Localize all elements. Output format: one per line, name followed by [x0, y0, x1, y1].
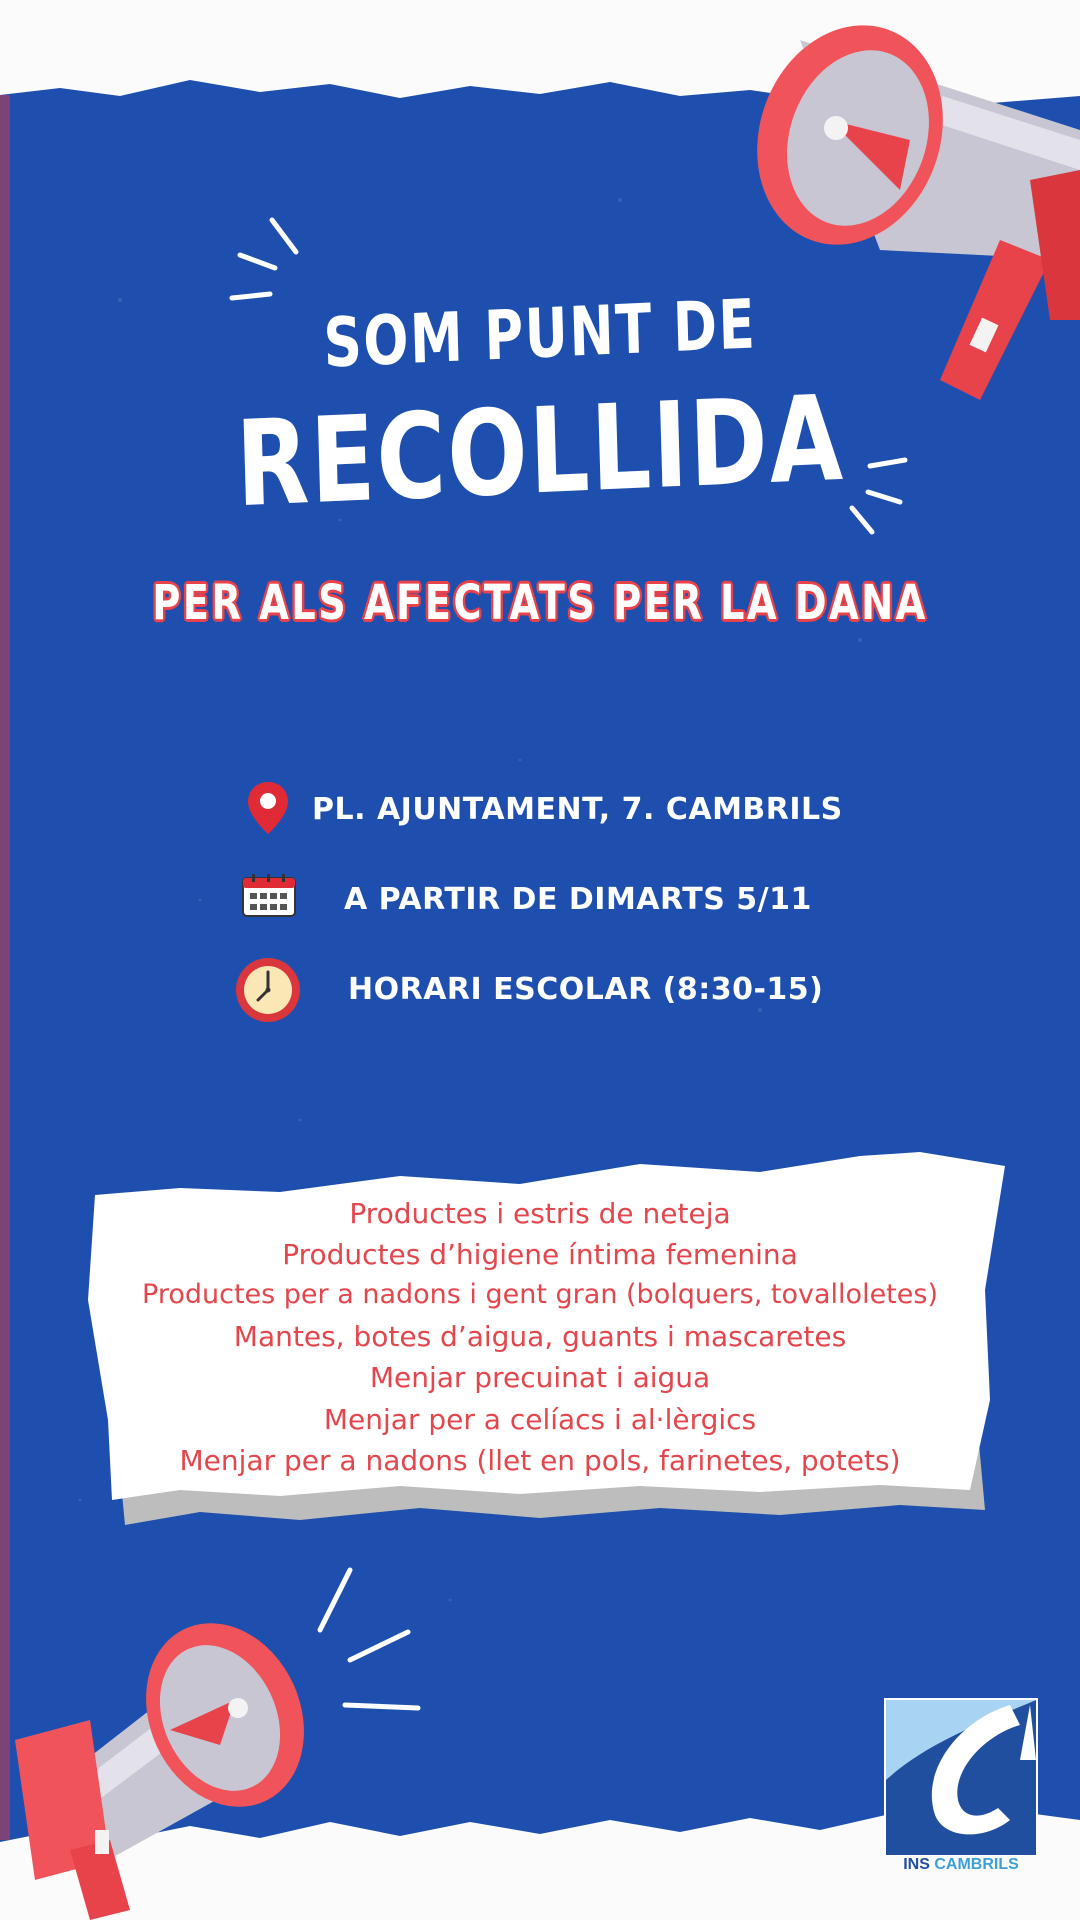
- list-item: Menjar per a nadons (llet en pols, farinetes, potets): [179, 1444, 901, 1477]
- title-line-1: SOM PUNT DE: [322, 285, 758, 384]
- list-item: Productes i estris de neteja: [349, 1197, 731, 1230]
- list-item: Productes d’higiene íntima femenina: [282, 1238, 798, 1271]
- title-line-2: RECOLLIDA: [234, 368, 846, 534]
- list-item: Mantes, botes d’aigua, guants i mascaretes: [233, 1320, 847, 1353]
- list-item: Menjar per a celíacs i al·lèrgics: [323, 1403, 757, 1436]
- logo-word-cambrils: CAMBRILS: [934, 1856, 1019, 1873]
- logo-text: [884, 1856, 1038, 1874]
- calendar-icon: [242, 874, 296, 918]
- logo-word-ins: INS: [903, 1856, 930, 1873]
- location-pin-icon: [246, 780, 290, 836]
- info-text-location: PL. AJUNTAMENT, 7. CAMBRILS: [312, 792, 843, 827]
- list-item: Productes per a nadons i gent gran (bolquers, tovalloletes): [142, 1279, 938, 1310]
- clock-icon: [234, 956, 302, 1024]
- subtitle: PER ALS AFECTATS PER LA DANA: [152, 575, 928, 631]
- list-item: Menjar precuinat i aigua: [369, 1361, 711, 1394]
- info-text-time: HORARI ESCOLAR (8:30-15): [348, 972, 824, 1007]
- info-text-date: A PARTIR DE DIMARTS 5/11: [344, 882, 812, 917]
